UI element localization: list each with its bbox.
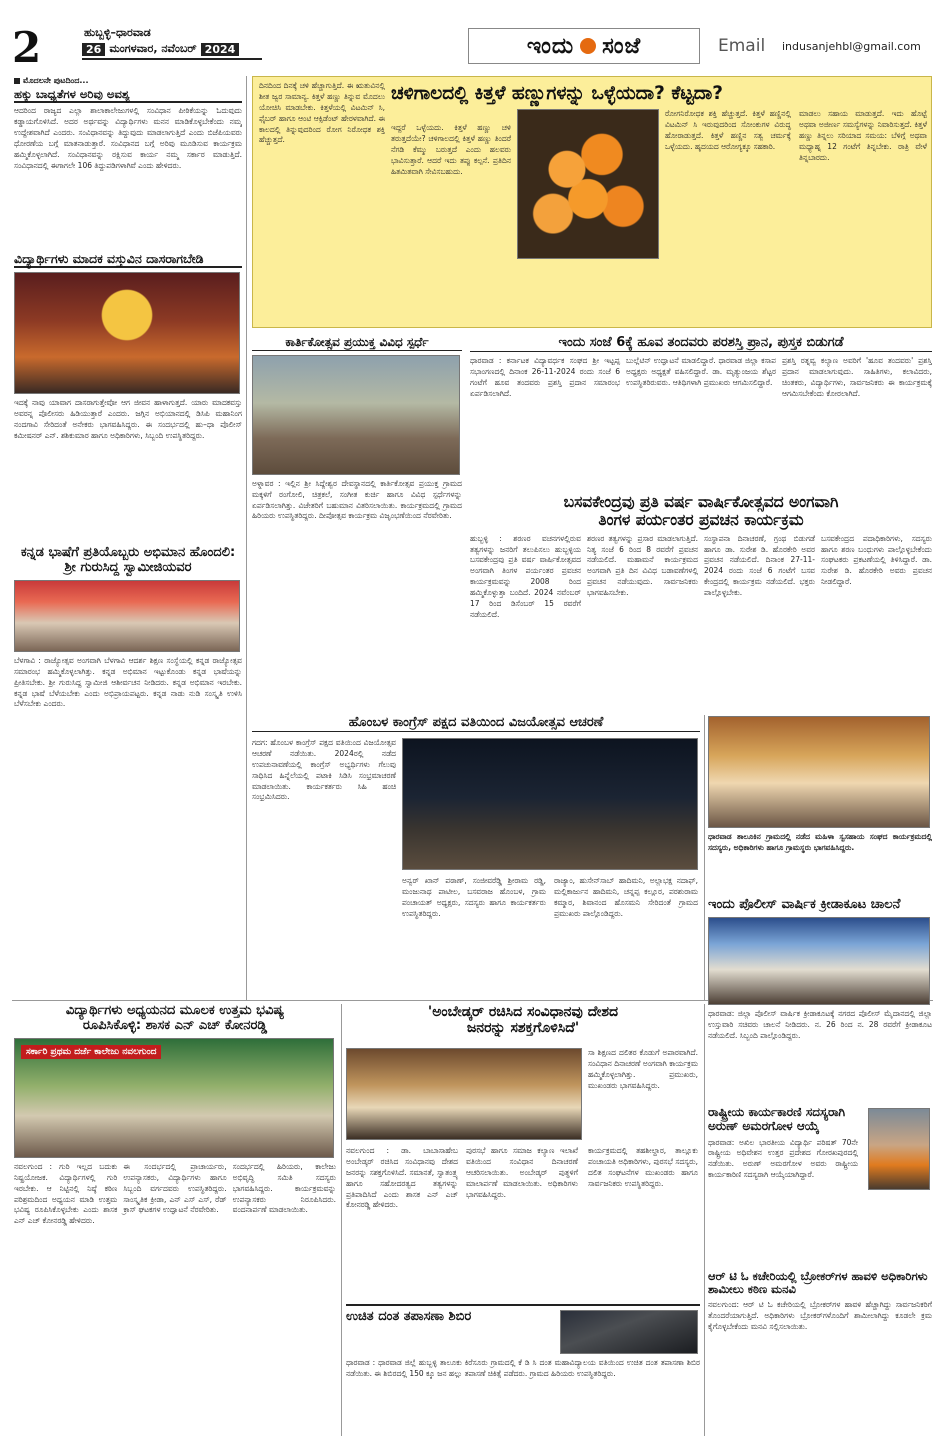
section-tag-text: ಮೊದಲನೇ ಪುಟದಿಂದ... (23, 76, 89, 85)
award-col-1: ಧಾರವಾಡ : ಕರ್ನಾಟಕ ವಿದ್ಯಾವರ್ಧಕ ಸಂಘದ ಶ್ರೀ ಇಟ್ಟಪ್ಪ ಸಭಾಂಗಣದಲ್ಲಿ ದಿನಾಂಕ 26-11-2024 ರಂದು ಸಂಜೆ 6 ಗಂಟೆಗೆ ಹೂವ ತಂದವರು ಪ್ರಶಸ್ತಿ ಪ್ರದಾನ ಸಮಾರಂಭ ಏರ್ಪಡಿಸಲಾಗಿದೆ. (470, 355, 620, 398)
column-divider (246, 76, 247, 1000)
award-col-2: ಬುಲ್ಲೆಟಿನ್ ಉದ್ಘಾಟನೆ ಮಾಡಲಿದ್ದಾರೆ. ಧಾರವಾಡ ಜಿಲ್ಲಾ ಕಸಾಪ ಅಧ್ಯಕ್ಷರು ಅಧ್ಯಕ್ಷತೆ ವಹಿಸಲಿದ್ದಾರೆ. ಡಾ. ಮೃತ್ಯುಂಜಯ ಶೆಟ್ಟರ ಉಪಸ್ಥಿತರಿರುವರು. ಆತಿಥಿಗಳಾಗಿ ಪ್ರಮುಖರು ಆಗಮಿಸಲಿದ್ದಾರೆ. (626, 355, 776, 387)
ambedkar-col-3: ಕಾರ್ಯಕ್ರಮದಲ್ಲಿ ತಹಶೀಲ್ದಾರ, ತಾಲ್ಲೂಕು ಪಂಚಾಯತಿ ಅಧಿಕಾರಿಗಳು, ಪುರಸಭೆ ಸದಸ್ಯರು, ದಲಿತ ಸಂಘಟನೆಗಳ ಮುಖಂಡರು ಹಾಗೂ ಸಾರ್ವಜನಿಕರು ಉಪಸ್ಥಿತರಿದ್ದರು. (588, 1146, 698, 1188)
photo-caption: ಧಾರವಾಡ ತಾಲೂಕಿನ ಗ್ರಾಮದಲ್ಲಿ ನಡೆದ ಮಹಿಳಾ ಸ್ವಸಹಾಯ ಸಂಘದ ಕಾರ್ಯಕ್ರಮದಲ್ಲಿ ಸದಸ್ಯರು, ಅಧಿಕಾರಿಗಳು ಹಾಗೂ ಗ್ರಾಮಸ್ಥರು ಭಾಗವಹಿಸಿದ್ದರು. (708, 832, 932, 852)
column-divider (704, 1004, 705, 1436)
feature-orange (252, 76, 932, 328)
article-congress (252, 716, 700, 998)
page-number: 2 (12, 23, 42, 72)
article-arun (708, 1106, 932, 1266)
award-columns (470, 356, 932, 400)
headline: ಹೊಂಬಳ ಕಾಂಗ್ರೆಸ್ ಪಕ್ಷದ ವತಿಯಿಂದ ವಿಜಯೋತ್ಸವ ಆಚರಣೆ (252, 716, 700, 732)
date-day: 26 (82, 43, 105, 56)
headline: ಕಾರ್ತಿಕೋತ್ಸವ ಪ್ರಯುಕ್ತ ವಿವಿಧ ಸ್ಪರ್ಧೆ (252, 336, 462, 351)
students-col-2: ಈ ಸಂದರ್ಭದಲ್ಲಿ ಪ್ರಾಚಾರ್ಯರು, ಉಪನ್ಯಾಸಕರು, ವಿದ್ಯಾರ್ಥಿಗಳು ಹಾಗೂ ಸಿಬ್ಬಂದಿ ವರ್ಗದವರು ಉಪಸ್ಥಿತರಿದ್ದರು. ಸಾಂಸ್ಕೃತಿಕ ಕ್ರೀಡಾ, ಎನ್ ಎಸ್ ಎಸ್, ರೆಡ್ ಕ್ರಾಸ್ ಘಟಕಗಳ ಉದ್ಘಾಟನೆ ನೆರವೇರಿತು. (123, 1161, 227, 1215)
award-col-3: ಪ್ರಶಸ್ತಿ ರತ್ನವ್ವ ಕಲ್ಯಾಣ ಅವರಿಗೆ 'ಹೂವ ತಂದವರು' ಪ್ರಶಸ್ತಿ ಪ್ರದಾನ ಮಾಡಲಾಗುವುದು. ಸಾಹಿತಿಗಳು, ಕಲಾವಿದರು, ಚಿಂತಕರು, ವಿದ್ಯಾರ್ಥಿಗಳು, ಸಾರ್ವಜನಿಕರು ಈ ಕಾರ್ಯಕ್ರಮಕ್ಕೆ ಆಗಮಿಸಬೇಕೆಂದು ಕೋರಲಾಗಿದೆ. (782, 355, 932, 398)
city-label: ಹುಬ್ಬಳ್ಳಿ–ಧಾರವಾಡ (84, 26, 151, 39)
article-kannada-pride (14, 546, 242, 998)
headline: ಕನ್ನಡ ಭಾಷೆಗೆ ಪ್ರತಿಯೊಬ್ಬರು ಅಭಿಮಾನ ಹೊಂದಲಿ: ಶ್ರೀ ಗುರುಸಿದ್ದ ಸ್ವಾಮೀಜಿಯವರ (20, 546, 236, 575)
group-photo (252, 355, 460, 475)
feature-col-3: ರೋಗನಿರೋಧಕ ಶಕ್ತಿ ಹೆಚ್ಚುತ್ತದೆ. ಕಿತ್ತಳೆ ಹಣ್ಣಿನಲ್ಲಿ ವಿಟಮಿನ್ ಸಿ ಇರುವುದರಿಂದ ಸೋಂಕುಗಳ ವಿರುದ್ಧ ಹೋರಾಡುತ್ತದೆ. ಕಿತ್ತಳೆ ಹಣ್ಣಿನ ಸತ್ವ ಚರ್ಮಕ್ಕೆ ಒಳ್ಳೆಯದು. ಹೃದಯದ ಆರೋಗ್ಯಕ್ಕೂ ಸಹಕಾರಿ. (665, 109, 791, 151)
oranges-photo (517, 109, 659, 259)
feature-col-1: ದಿನದಿಂದ ದಿನಕ್ಕೆ ಚಳಿ ಹೆಚ್ಚಾಗುತ್ತಿದೆ. ಈ ಋತುವಿನಲ್ಲಿ ಶೀತ ಜ್ವರ ಸಾಮಾನ್ಯ. ಕಿತ್ತಳೆ ಹಣ್ಣು ತಿನ್ನುವ ಮೊದಲು ಯೋಚಿಸಿ ಮಾಡಬೇಕು. ಕಿತ್ತಳೆಯಲ್ಲಿ ವಿಟಮಿನ್ ಸಿ, ಫೈಬರ್ ಹಾಗೂ ಆಂಟಿ ಆಕ್ಸಿಡೆಂಟ್ ಹೇರಳವಾಗಿದೆ. ಈ ಕಾಲದಲ್ಲಿ ತಿನ್ನುವುದರಿಂದ ರೋಗ ನಿರೋಧಕ ಶಕ್ತಿ ಹೆಚ್ಚುತ್ತದೆ. (259, 81, 385, 145)
basava-col-4: ಬಸವಕೇಂದ್ರದ ಪದಾಧಿಕಾರಿಗಳು, ಸದಸ್ಯರು ಹಾಗೂ ಶರಣ ಬಂಧುಗಳು ಪಾಲ್ಗೊಳ್ಳಬೇಕೆಂದು ಸಂಘಟಕರು ಪ್ರಕಟಣೆಯಲ್ಲಿ ತಿಳಿಸಿದ್ದಾರೆ. ಡಾ. ಸುರೇಶ ಡಿ. ಹೊರಕೇರಿ ಅವರು ಪ್ರವಚನ ನೀಡಲಿದ್ದಾರೆ. (821, 533, 932, 587)
headline: ಇಂದು ಪೊಲೀಸ್ ವಾರ್ಷಿಕ ಕ್ರೀಡಾಕೂಟ ಚಾಲನೆ (708, 898, 901, 912)
feature-col-4: ಮಾಡಲು ಸಹಾಯ ಮಾಡುತ್ತದೆ. ಇದು ಹೊಟ್ಟೆ ಅಥವಾ ಅಜೀರ್ಣ ಸಮಸ್ಯೆಗಳನ್ನು ನಿವಾರಿಸುತ್ತದೆ. ಕಿತ್ತಳೆ ಹಣ್ಣು ತಿನ್ನಲು ಸರಿಯಾದ ಸಮಯ: ಬೆಳಿಗ್ಗೆ ಅಥವಾ ಮಧ್ಯಾಹ್ನ 12 ಗಂಟೆಗೆ ತಿನ್ನಬೇಕು. ರಾತ್ರಿ ವೇಳೆ ತಿನ್ನಬಾರದು. (799, 109, 927, 162)
headline: ಉಚಿತ ದಂತ ತಪಾಸಣಾ ಶಿಬಿರ (346, 1309, 472, 1324)
headline-line-2: ಜನರನ್ನು ಸಶಕ್ತಗೊಳಿಸಿದೆ' (466, 1020, 580, 1037)
logo-text-right: ಸಂಜೆ (602, 33, 642, 59)
college-banner: ಸರ್ಕಾರಿ ಪ್ರಥಮ ದರ್ಜೆ ಕಾಲೇಜು ನವಲಗುಂದ (21, 1045, 161, 1059)
ambedkar-col-2: ಪುರಸಭೆ ಹಾಗೂ ಸಮಾಜ ಕಲ್ಯಾಣ ಇಲಾಖೆ ವತಿಯಿಂದ ಸಂವಿಧಾನ ದಿನಾಚರಣೆ ಆಚರಿಸಲಾಯಿತು. ಅಂಬೇಡ್ಕರ್ ಪುತ್ಥಳಿಗೆ ಮಾಲಾರ್ಪಣೆ ಮಾಡಲಾಯಿತು. ಅಧಿಕಾರಿಗಳು ಭಾಗವಹಿಸಿದ್ದರು. (466, 1146, 578, 1199)
statue-photo (346, 1048, 582, 1140)
paper-logo (468, 28, 700, 64)
headline-line-1: ವಿದ್ಯಾರ್ಥಿಗಳು ಅಧ್ಯಯನದ ಮೂಲಕ ಉತ್ತಮ ಭವಿಷ್ಯ (65, 1004, 285, 1018)
ambedkar-col-1: ನವಲಗುಂದ : ಡಾ. ಬಾಬಾಸಾಹೇಬ ಅಂಬೇಡ್ಕರ್ ರಚಿಸಿದ ಸಂವಿಧಾನವು ದೇಶದ ಜನರನ್ನು ಸಶಕ್ತಗೊಳಿಸಿದೆ. ಸಮಾನತೆ, ಸ್ವಾತಂತ್ರ್ಯ ಹಾಗೂ ಸಹೋದರತ್ವದ ತತ್ವಗಳನ್ನು ಪ್ರತಿಪಾದಿಸಿದೆ ಎಂದು ಶಾಸಕ ಎನ್ ಎಚ್ ಕೋನರಡ್ಡಿ ಹೇಳಿದರು. (346, 1146, 458, 1210)
headline-line-2: ತಿಂಗಳ ಪರ್ಯಂತರ ಪ್ರವಚನ ಕಾರ್ಯಕ್ರಮ (598, 510, 804, 529)
headline-line-2: ರೂಪಿಸಿಕೊಳ್ಳಿ: ಶಾಸಕ ಎನ್ ಎಚ್ ಕೋನರಡ್ಡಿ (82, 1017, 268, 1033)
dental-camp-photo (560, 1310, 698, 1354)
students-col-1: ನವಲಗುಂದ : ಗುರಿ ಇಲ್ಲದ ಬದುಕು ನಿಷ್ಪ್ರಯೋಜಕ. ವಿದ್ಯಾರ್ಥಿಗಳಲ್ಲಿ ಗುರಿ ಇರಬೇಕು. ಆ ನಿಟ್ಟಿನಲ್ಲಿ ನಿಷ್ಠೆ ಕಠಿಣ ಪರಿಶ್ರಮದಿಂದ ಅಧ್ಯಯನ ಮಾಡಿ ಉತ್ತಮ ಭವಿಷ್ಯ ರೂಪಿಸಿಕೊಳ್ಳಬೇಕು ಎಂದು ಶಾಸಕ ಎನ್ ಎಚ್ ಕೋನರಡ್ಡಿ ಹೇಳಿದರು. (14, 1161, 118, 1226)
email-label: Email (718, 36, 766, 56)
headline: ರಾಷ್ಟ್ರೀಯ ಕಾರ್ಯಕಾರಣಿ ಸದಸ್ಯರಾಗಿ ಅರುಣ್ ಅಮರಗೋಳ ಆಯ್ಕೆ (708, 1106, 846, 1133)
headline: ಆರ್ ಟಿ ಓ ಕಚೇರಿಯಲ್ಲಿ ಬ್ರೋಕರ್‌ಗಳ ಹಾವಳಿ ಅಧಿಕಾರಿಗಳು ಶಾಮೀಲು ಕಠಿಣ ಮನವಿ (708, 1270, 928, 1297)
women-group-photo (708, 716, 930, 828)
article-body: ಇದಕ್ಕೆ ನಾವು ಯಾವಾಗ ದಾಸರಾಗುತ್ತೇವೋ ಆಗ ಜೀವನ ಹಾಳಾಗುತ್ತದೆ. ಯಾರು ಮಾದಕವಸ್ತು ಅವರನ್ನ ಪೊಲೀಸರು ಹಿಡಿಯುತ್ತಾರೆ ಎಂದರು. ಜಗ್ಗಿನ ಅಭಿಯಾನದಲ್ಲಿ ಡಿಸಿಪಿ ಮಹಾನಿಂಗ ನಂದಗಾವಿ ಸೇರಿದಂತೆ ಅನೇಕರು ಭಾಗವಹಿಸಿದ್ದರು. ಈ ಸಂದರ್ಭದಲ್ಲಿ ಹು–ಧಾ ಪೊಲೀಸ್ ಕಮೀಷನರ್ ಎನ್. ಶಶಿಕುಮಾರ ಹಾಗೂ ಅಧಿಕಾರಿಗಳು, ಸಿಬ್ಬಂದಿ ಉಪಸ್ಥಿತರಿದ್ದರು. (14, 398, 242, 440)
ambedkar-side: ಸಾ ಶಿಕ್ಷಣದ ದಲಿತರ ಕೊಡುಗೆ ಅಪಾರವಾಗಿದೆ. ಸಂವಿಧಾನ ದಿನಾಚರಣೆ ಅಂಗವಾಗಿ ಕಾರ್ಯಕ್ರಮ ಹಮ್ಮಿಕೊಳ್ಳಲಾಗಿತ್ತು. ಪ್ರಮುಖರು, ಮುಖಂಡರು ಭಾಗವಹಿಸಿದ್ದರು. (588, 1048, 698, 1090)
congress-col-3: ರಾಜ್ಯಾಂ, ಹುಸೇನ್‌ಸಾಬ್ ಹಾದಿಮನಿ, ಅಲ್ಲಾಭಕ್ಷ ನದಾಫ್, ಮಲ್ಲಿಕಾರ್ಜುನ ಹಾದಿಮನಿ, ಚನ್ನಪ್ಪ ಕಲ್ಲೂರ, ಪರಶುರಾಮ ಕಮ್ಮಾರ, ಶಿವಾನಂದ ಹೊಸಮನಿ ಸೇರಿದಂತೆ ಗ್ರಾಮದ ಪ್ರಮುಖರು ಪಾಲ್ಗೊಂಡಿದ್ದರು. (554, 876, 698, 918)
article-body: ಧಾರವಾಡ : ಧಾರವಾಡ ಜಿಲ್ಲೆ ಹುಬ್ಬಳ್ಳಿ ತಾಲೂಕು ಕಿರೆಸೂರು ಗ್ರಾಮದಲ್ಲಿ ಕೆ ಡಿ ಸಿ ದಂತ ಮಹಾವಿದ್ಯಾಲಯ ವತಿಯಿಂದ ಉಚಿತ ದಂತ ತಪಾಸಣಾ ಶಿಬಿರ ನಡೆಯಿತು. ಈ ಶಿಬಿರದಲ್ಲಿ 150 ಕ್ಕೂ ಜನ ಹಲ್ಲು ತಪಾಸಣೆ ಚಿಕಿತ್ಸೆ ಪಡೆದರು. ಗ್ರಾಮದ ಹಿರಿಯರು ಉಪಸ್ಥಿತರಿದ್ದರು. (346, 1358, 700, 1378)
sports-photo (708, 917, 930, 1005)
congress-col-2: ಅನ್ವರ್ ಖಾನ್ ಪಠಾಣ್, ಸಂಜೀವರೆಡ್ಡಿ ಶ್ರೀರಾಮ ರಡ್ಡಿ, ಮಂಜುನಾಥ ಪಾಟೀಲ, ಬಸವರಾಜ ಹೊಂಬಳ, ಗ್ರಾಮ ಪಂಚಾಯತ್ ಅಧ್ಯಕ್ಷರು, ಸದಸ್ಯರು ಹಾಗೂ ಕಾರ್ಯಕರ್ತರು ಉಪಸ್ಥಿತರಿದ್ದರು. (402, 876, 546, 918)
college-event-photo (14, 1038, 334, 1158)
article-award (470, 336, 932, 468)
basava-columns (470, 534, 932, 621)
headline: ಇಂದು ಸಂಜೆ 6ಕ್ಕೆ ಹೂವ ತಂದವರು ಪರಶಸ್ತಿ ಪ್ರಾನ, ಪುಸ್ತಕ ಬಿಡುಗಡೆ (470, 336, 932, 352)
article-women-group (708, 716, 932, 894)
article-body: ಅಳ್ನಾವರ : ಇಲ್ಲಿನ ಶ್ರೀ ಸಿದ್ದೇಶ್ವರ ದೇವಸ್ಥಾನದಲ್ಲಿ ಕಾರ್ತಿಕೋತ್ಸವ ಪ್ರಯುಕ್ತ ಗ್ರಾಮದ ಮಕ್ಕಳಿಗೆ ರಂಗೋಲಿ, ಚಿತ್ರಕಲೆ, ಸಂಗೀತ ಕುರ್ಚಿ ಹಾಗೂ ವಿವಿಧ ಸ್ಪರ್ಧೆಗಳನ್ನು ಏರ್ಪಡಿಸಲಾಗಿತ್ತು. ವಿಜೇತರಿಗೆ ಬಹುಮಾನ ವಿತರಿಸಲಾಯಿತು. ಕಾರ್ಯಕ್ರಮದಲ್ಲಿ ಗ್ರಾಮದ ಹಿರಿಯರು ಉಪಸ್ಥಿತರಿದ್ದರು. ದೀಪೋತ್ಸವ ಕಾರ್ಯಕ್ರಮ ವಿಜೃಂಭಣೆಯಿಂದ ನೆರವೇರಿತು. (252, 478, 462, 521)
students-col-3: ಸಂದರ್ಭದಲ್ಲಿ ಹಿರಿಯರು, ಕಾಲೇಜು ಅಭಿವೃದ್ಧಿ ಸಮಿತಿ ಸದಸ್ಯರು ಭಾಗವಹಿಸಿದ್ದರು. ಕಾರ್ಯಕ್ರಮವನ್ನು ಉಪನ್ಯಾಸಕರು ನಿರೂಪಿಸಿದರು. ವಂದನಾರ್ಪಣೆ ಮಾಡಲಾಯಿತು. (232, 1161, 336, 1215)
article-body: ಧಾರವಾಡ: ಅಖಿಲ ಭಾರತೀಯ ವಿದ್ಯಾರ್ಥಿ ಪರಿಷತ್ 70ನೇ ರಾಷ್ಟ್ರೀಯ ಅಧಿವೇಶನ ಉತ್ತರ ಪ್ರದೇಶದ ಗೋರಖಪುರದಲ್ಲಿ ನಡೆಯಿತು. ಅರುಣ್ ಅಮರಗೋಳ ಅವರು ರಾಷ್ಟ್ರೀಯ ಕಾರ್ಯಕಾರಿಣಿ ಸದಸ್ಯರಾಗಿ ಆಯ್ಕೆಯಾಗಿದ್ದಾರೆ. (708, 1137, 858, 1180)
basava-col-3: ಸಂಸ್ಥಾಪನಾ ದಿನಾಚರಣೆ, ಗ್ರಂಥ ಬಿಡುಗಡೆ ಹಾಗೂ ಡಾ. ಸುರೇಶ ಡಿ. ಹೊರಕೇರಿ ಅವರ ಪ್ರವಚನ ನಡೆಯಲಿದೆ. ದಿನಾಂಕ 27-11-2024 ರಂದು ಸಂಜೆ 6 ಗಂಟೆಗೆ ಬಸವ ಕೇಂದ್ರದಲ್ಲಿ ಕಾರ್ಯಕ್ರಮ ನಡೆಯಲಿದೆ. ಭಕ್ತರು ಪಾಲ್ಗೊಳ್ಳಬೇಕು. (704, 533, 815, 597)
bullet-icon (14, 78, 20, 84)
article-police-sports (708, 898, 932, 1100)
portrait-photo (868, 1108, 930, 1190)
article-basava (470, 494, 932, 708)
basava-col-1: ಹುಬ್ಬಳ್ಳಿ : ಶರಣರ ವಚನಗಳಲ್ಲಿರುವ ತತ್ವಗಳನ್ನು ಜನರಿಗೆ ತಲುಪಿಸಲು ಹುಬ್ಬಳ್ಳಿಯ ಬಸವಕೇಂದ್ರವು ಪ್ರತಿ ವರ್ಷ ವಾರ್ಷಿಕೋತ್ಸವದ ಅಂಗವಾಗಿ ತಿಂಗಳ ಪರ್ಯಂತರ ಪ್ರವಚನ ಕಾರ್ಯಕ್ರಮವನ್ನು 2008 ರಿಂದ ಹಮ್ಮಿಕೊಳ್ಳುತ್ತಾ ಬಂದಿದೆ. 2024 ನವೆಂಬರ್ 17 ರಿಂದ ಡಿಸೆಂಬರ್ 15 ರವರೆಗೆ ನಡೆಯಲಿದೆ. (470, 533, 581, 619)
students-columns (14, 1162, 336, 1227)
date-text: ಮಂಗಳವಾರ, ನವೆಂಬರ್ (109, 42, 197, 55)
article-body: ನವಲಗುಂದ: ಆರ್ ಟಿ ಓ ಕಚೇರಿಯಲ್ಲಿ ಬ್ರೋಕರ್‌ಗಳ ಹಾವಳಿ ಹೆಚ್ಚಾಗಿದ್ದು ಸಾರ್ವಜನಿಕರಿಗೆ ತೊಂದರೆಯಾಗುತ್ತಿದೆ. ಅಧಿಕಾರಿಗಳು ಬ್ರೋಕರ್‌ಗಳೊಂದಿಗೆ ಶಾಮೀಲಾಗಿದ್ದು ಕೂಡಲೇ ಕ್ರಮ ಕೈಗೊಳ್ಳಬೇಕೆಂದು ಮನವಿ ಸಲ್ಲಿಸಲಾಯಿತು. (708, 1300, 932, 1332)
article-rights-awareness (14, 76, 242, 248)
headline-line-1: ಬಸವಕೇಂದ್ರವು ಪ್ರತಿ ವರ್ಷ ವಾರ್ಷಿಕೋತ್ಸವದ ಅಂಗವಾಗಿ (563, 494, 839, 511)
column-divider (704, 715, 705, 1000)
article-rto (708, 1270, 932, 1436)
email-address[interactable]: indusanjehbl@gmail.com (782, 40, 921, 53)
headline: ವಿದ್ಯಾರ್ಥಿಗಳು ಮಾದಕ ವಸ್ತುವಿನ ದಾಸರಾಗಬೇಡಿ (14, 252, 242, 268)
feature-headline: ಚಳಿಗಾಲದಲ್ಲಿ ಕಿತ್ತಳೆ ಹಣ್ಣುಗಳನ್ನು ಒಳ್ಳೆಯದಾ? ಕೆಟ್ಟದಾ? (391, 83, 724, 104)
column-divider (341, 1004, 342, 1436)
headline-line-1: 'ಅಂಬೇಡ್ಕರ್ ರಚಿಸಿದ ಸಂವಿಧಾನವು ದೇಶದ (427, 1004, 619, 1020)
logo-text-left: ಇಂದು (526, 33, 575, 59)
article-dental (346, 1304, 700, 1436)
night-rally-photo (402, 738, 698, 870)
congress-col-1: ಗದಗ: ಹೊಂಬಳ ಕಾಂಗ್ರೆಸ್ ಪಕ್ಷದ ವತಿಯಿಂದ ವಿಜಯೋತ್ಸವ ಆಚರಣೆ ನಡೆಯಿತು. 2024ರಲ್ಲಿ ನಡೆದ ಉಪಚುನಾವಣೆಯಲ್ಲಿ ಕಾಂಗ್ರೆಸ್ ಅಭ್ಯರ್ಥಿಗಳು ಗೆಲುವು ಸಾಧಿಸಿದ ಹಿನ್ನೆಲೆಯಲ್ಲಿ ಪಟಾಕಿ ಸಿಡಿಸಿ ಸಂಭ್ರಮಾಚರಣೆ ಮಾಡಲಾಯಿತು. ಕಾರ್ಯಕರ್ತರು ಸಿಹಿ ಹಂಚಿ ಸಂಭ್ರಮಿಸಿದರು. (252, 738, 396, 802)
sun-icon (580, 38, 596, 54)
stage-photo (14, 580, 240, 652)
article-ambedkar (346, 1004, 700, 1300)
basava-col-2: ಶರಣರ ತತ್ವಗಳನ್ನು ಪ್ರಸಾರ ಮಾಡಲಾಗುತ್ತಿದೆ. ನಿತ್ಯ ಸಂಜೆ 6 ರಿಂದ 8 ರವರೆಗೆ ಪ್ರವಚನ ನಡೆಯಲಿದೆ. ಮಹಾಮನೆ ಕಾರ್ಯಕ್ರಮದ ಅಂಗವಾಗಿ ಪ್ರತಿ ದಿನ ವಿವಿಧ ಬಡಾವಣೆಗಳಲ್ಲಿ ಪ್ರವಚನ ನಡೆಯುವುದು. ಸಾರ್ವಜನಿಕರು ಭಾಗವಹಿಸಬೇಕು. (587, 533, 698, 597)
section-tag (14, 76, 242, 86)
article-karthika (252, 336, 462, 708)
masthead (12, 23, 933, 72)
feature-col-2: ಇದ್ದರೆ ಒಳ್ಳೆಯದು. ಕಿತ್ತಳೆ ಹಣ್ಣು ಚಳಿ ತರುತ್ತದೆಯೇ? ಚಳಿಗಾಲದಲ್ಲಿ ಕಿತ್ತಳೆ ಹಣ್ಣು ತಿಂದರೆ ನೆಗಡಿ ಕೆಮ್ಮು ಬರುತ್ತದೆ ಎಂದು ಹಲವರು ಭಾವಿಸುತ್ತಾರೆ. ಆದರೆ ಇದು ತಪ್ಪು ಕಲ್ಪನೆ. ಪ್ರತಿದಿನ ಹಿತಮಿತವಾಗಿ ಸೇವಿಸಬಹುದು. (391, 123, 511, 176)
article-body: ಬೆಳಗಾವಿ : ರಾಜ್ಯೋತ್ಸವ ಅಂಗವಾಗಿ ಬೆಳಗಾವಿ ಆದರ್ಶ ಶಿಕ್ಷಣ ಸಂಸ್ಥೆಯಲ್ಲಿ ಕನ್ನಡ ರಾಜ್ಯೋತ್ಸವ ಸಮಾರಂಭ ಹಮ್ಮಿಕೊಳ್ಳಲಾಗಿತ್ತು. ಕನ್ನಡ ಅಭಿಮಾನ ಇಟ್ಟುಕೊಂಡು ಕನ್ನಡ ಭಾಷೆಯನ್ನು ಪ್ರೀತಿಸಬೇಕು. ಶ್ರೀ ಗುರುಸಿದ್ದ ಸ್ವಾಮೀಜಿ ಆಶೀರ್ವಚನ ನೀಡಿದರು. ಕನ್ನಡ ಅಭಿಮಾನ ಇರಬೇಕು. ಕನ್ನಡ ಭಾಷೆ ಬೆಳೆಯಬೇಕು ಎಂದು ಅಭಿಪ್ರಾಯಪಟ್ಟರು. ಕನ್ನಡ ನಾಡು ನುಡಿ ಸಂಸ್ಕೃತಿ ಉಳಿಸಿ ಬೆಳೆಸಬೇಕು ಎಂದರು. (14, 655, 242, 709)
article-body: ಧಾರವಾಡ: ಜಿಲ್ಲಾ ಪೊಲೀಸ್ ವಾರ್ಷಿಕ ಕ್ರೀಡಾಕೂಟಕ್ಕೆ ನಗರದ ಪೊಲೀಸ್ ಮೈದಾನದಲ್ಲಿ ಜಿಲ್ಲಾ ಉಸ್ತುವಾರಿ ಸಚಿವರು ಚಾಲನೆ ನೀಡಿದರು. ನ. 26 ರಿಂದ ನ. 28 ರವರೆಗೆ ಕ್ರೀಡಾಕೂಟ ನಡೆಯಲಿದೆ. ಸಿಬ್ಬಂದಿ ಪಾಲ್ಗೊಂಡಿದ್ದರು. (708, 1008, 932, 1040)
temple-photo (14, 272, 240, 394)
article-drugs (14, 252, 242, 532)
article-students (14, 1004, 336, 1436)
article-body: ಆದರಿಂದ ರಾಜ್ಯದ ಎಲ್ಲಾ ಶಾಲಾಕಾಲೇಜುಗಳಲ್ಲಿ ಸಂವಿಧಾನ ಪೀಠಿಕೆಯನ್ನು ಓದುವುದು ಕಡ್ಡಾಯಗೊಳಿಸಿದೆ. ಅದರ ಅರ್ಥವನ್ನು ವಿದ್ಯಾರ್ಥಿಗಳು ಮನನ ಮಾಡಿಕೊಳ್ಳಬೇಕೆಂದು ನಮ್ಮ ಉದ್ದೇಶವಾಗಿದೆ ಎಂದರು. ಸಂವಿಧಾನವನ್ನು ತಿದ್ದುವುದು ಮಾಡಲಾಗುತ್ತಿದೆ ಎಂದು ಬಿಜೆಪಿಯವರು ಧೋರಣೆಯ ಬಗ್ಗೆ ಮಾತನಾಡುತ್ತಾರೆ. ಸಂವಿಧಾನದ ಬಗ್ಗೆ ಅರಿವು ಮೂಡಿಸುವ ಕಾರ್ಯಕ್ರಮ ಹಮ್ಮಿಕೊಳ್ಳಲಾಗಿದೆ. ಸಂವಿಧಾನವನ್ನು ರಕ್ಷಿಸುವ ಕಾರ್ಯ ನಮ್ಮ ಸರ್ಕಾರ ಮಾಡುತ್ತಿದೆ. ಸಂವಿಧಾನದಲ್ಲಿ ಈಗಾಗಲೇ 106 ತಿದ್ದುಪಡಿಗಳಾಗಿವೆ ಎಂದು ಹೇಳಿದರು. (14, 106, 242, 170)
date-rule (82, 58, 262, 60)
date-row (82, 42, 239, 56)
date-year: 2024 (201, 43, 240, 56)
headline: ಹಕ್ಕು ಬಾಧ್ಯತೆಗಳ ಅರಿವು ಅವಶ್ಯ (14, 88, 242, 103)
